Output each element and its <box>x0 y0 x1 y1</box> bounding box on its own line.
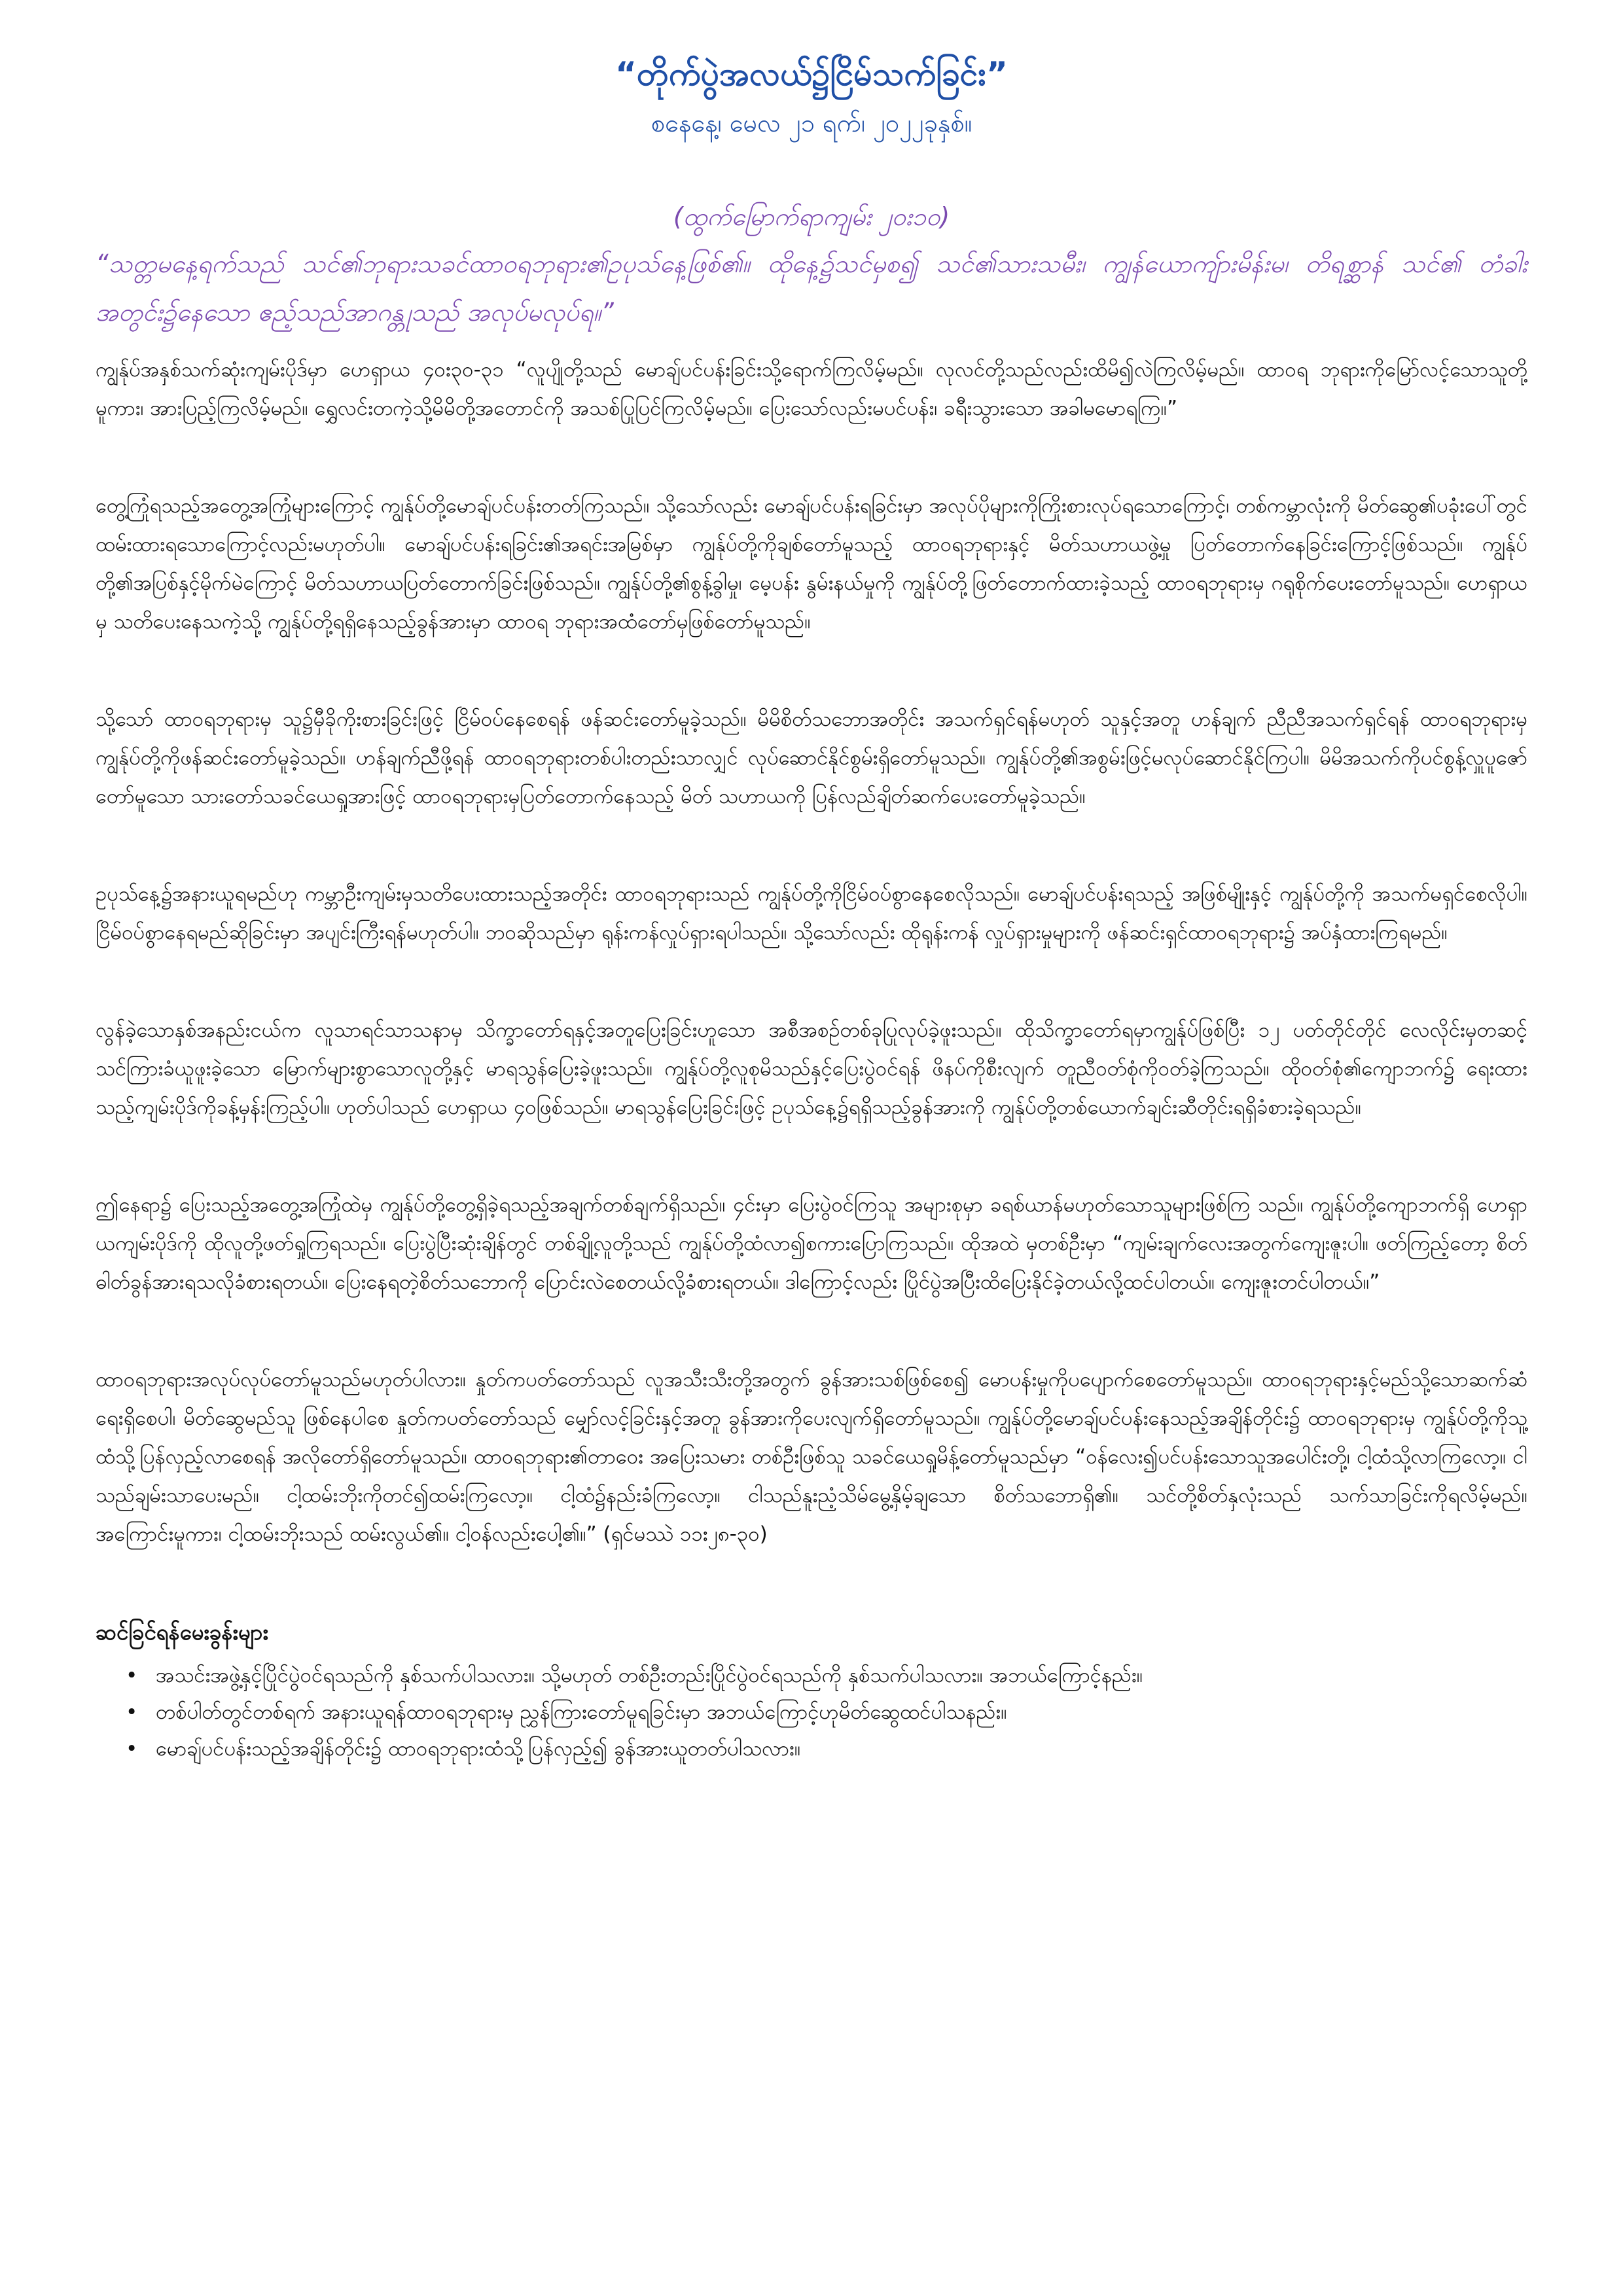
questions-heading: ဆင်ခြင်ရန်မေးခွန်းများ <box>96 1619 268 1645</box>
page-date: စနေနေ့၊ မေလ ၂၁ ရက်၊ ၂၀၂၂ခုနှစ်။ <box>651 109 972 137</box>
question-text: တစ်ပါတ်တွင်တစ်ရက် အနားယူရန်ထာဝရဘုရားမှ ညွှန်ကြားတော်မူရခြင်းမှာ အဘယ်ကြောင့်ဟုမိတ်ဆွေထင်ပါသနည်း။ <box>156 1700 1007 1724</box>
bullet-icon: • <box>126 1737 138 1761</box>
paragraph-1: ကျွန်ုပ်အနှစ်သက်ဆုံးကျမ်းပိုဒ်မှာ ဟေရှာယ ၄၀း၃၀-၃၁ “လူပျိုတို့သည် မောချ်ပင်ပန်းခြင်းသို့ရောက်ကြလိမ့်မည်။ လုလင်တို့သည်လည်းထိမိ၍လဲကြလိမ့်မည်။ ထာဝရ ဘုရားကိုမြော်လင့်သောသူတို့မူကား၊ အားပြည့်ကြလိမ့်မည်။ ရွှေလင်းတကဲ့သို့မိမိတို့အတောင်ကို အသစ်ပြုပြင်ကြလိမ့်မည်။ ပြေးသော်လည်းမပင်ပန်း၊ ခရီးသွားသော အခါမမောရကြ။” <box>96 358 1527 420</box>
paragraph-7: ထာဝရဘုရားအလုပ်လုပ်တော်မူသည်မဟုတ်ပါလား။ နှုတ်ကပတ်တော်သည် လူအသီးသီးတို့အတွက် ခွန်အားသစ်ဖြစ်စေ၍ မောပန်းမှုကိုပပျောက်စေတော်မူသည်။ ထာဝရဘုရားနှင့်မည်သို့သောဆက်ဆံရေးရှိစေပါ၊ မိတ်ဆွေမည်သူ ဖြစ်နေပါစေ နှုတ်ကပတ်တော်သည် မျှော်လင့်ခြင်းနှင့်အတူ ခွန်အားကိုပေးလျက်ရှိတော်မူသည်။ ကျွန်ုပ်တို့မောချ်ပင်ပန်းနေသည့်အချိန်တိုင်း၌ ထာဝရဘုရားမှ ကျွန်ုပ်တို့ကိုသူ့ထံသို့ပြန်လှည့်လာစေရန် အလိုတော်ရှိတော်မူသည်။ ထာဝရဘုရား၏တာဝေး အပြေးသမား တစ်ဦးဖြစ်သူ သခင်ယေရှုမိန့်တော်မူသည်မှာ “ဝန်လေး၍ပင်ပန်းသောသူအပေါင်းတို့၊ ငါ့ထံသို့လာကြလော့။ ငါသည်ချမ်းသာပေးမည်။ ငါ့ထမ်းဘိုးကိုတင်၍ထမ်းကြလော့။ ငါ့ထံ၌နည်းခံကြလော့။ ငါသည်နူးညံ့သိမ်မွေ့နှိမ့်ချသော စိတ်သဘောရှိ၏။ သင်တို့စိတ်နှလုံးသည် သက်သာခြင်းကိုရလိမ့်မည်။ အကြောင်းမူကား၊ ငါ့ထမ်းဘိုးသည် ထမ်းလွယ်၏။ ငါ့ဝန်လည်းပေါ့၏။” (ရှင်မဿဲ ၁၁း၂၈-၃၀) <box>96 1368 1527 1546</box>
question-item <box>126 1731 1527 1767</box>
paragraph-3: သို့သော် ထာဝရဘုရားမှ သူ၌မှီခိုကိုးစားခြင်းဖြင့် ငြိမ်ဝပ်နေစေရန် ဖန်ဆင်းတော်မူခဲ့သည်။ မိမိစိတ်သဘောအတိုင်း အသက်ရှင်ရန်မဟုတ် သူနှင့်အတူ ဟန်ချက် ညီညီအသက်ရှင်ရန် ထာဝရဘုရားမှ ကျွန်ုပ်တို့ကိုဖန်ဆင်းတော်မူခဲ့သည်။ ဟန်ချက်ညီဖို့ရန် ထာဝရဘုရားတစ်ပါးတည်းသာလျှင် လုပ်ဆောင်နိုင်စွမ်းရှိတော်မူသည်။ ကျွန်ုပ်တို့၏အစွမ်းဖြင့်မလုပ်ဆောင်နိုင်ကြပါ။ မိမိအသက်ကိုပင်စွန့်လှူပူဇော်တော်မူသော သားတော်သခင်ယေရှုအားဖြင့် ထာဝရဘုရားမှပြတ်တောက်နေသည့် မိတ် သဟာယကို ပြန်လည်ချိတ်ဆက်ပေးတော်မူခဲ့သည်။ <box>96 708 1527 808</box>
paragraph-5: လွန်ခဲ့သောနှစ်အနည်းငယ်က လူသာရင်သာသနာမှ သိက္ခာတော်ရနှင့်အတူပြေးခြင်းဟူသော အစီအစဉ်တစ်ခုပြုလုပ်ခဲ့ဖူးသည်။ ထိုသိက္ခာတော်ရမှာကျွန်ုပ်ဖြစ်ပြီး ၁၂ ပတ်တိုင်တိုင် လေလိုင်းမှတဆင့်သင်ကြားခံယူဖူးခဲ့သော မြောက်များစွာသောလူတို့နှင့် မာရသွန်ပြေးခဲ့ဖူးသည်။ ကျွန်ုပ်တို့လူစုမိသည်နှင့်ပြေးပွဲဝင်ရန် ဖိနပ်ကိုစီးလျက် တူညီဝတ်စုံကိုဝတ်ခဲ့ကြသည်။ ထိုဝတ်စုံ၏ကျောဘက်၌ ရေးထားသည့်ကျမ်းပိုဒ်ကိုခန့်မှန်းကြည့်ပါ။ ဟုတ်ပါသည် ဟေရှာယ ၄၀ဖြစ်သည်။ မာရသွန်ပြေးခြင်းဖြင့် ဥပုသ်နေ့၌ရရှိသည့်ခွန်အားကို ကျွန်ုပ်တို့တစ်ယောက်ချင်းဆီတိုင်းရရှိခံစားခဲ့ရသည်။ <box>96 1018 1527 1119</box>
paragraph-2: တွေ့ကြုံရသည့်အတွေ့အကြုံများကြောင့် ကျွန်ုပ်တို့မောချ်ပင်ပန်းတတ်ကြသည်။ သို့သော်လည်း မောချ်ပင်ပန်းရခြင်းမှာ အလုပ်ပိုများကိုကြိုးစားလုပ်ရသောကြောင့်၊ တစ်ကမ္ဘာလုံးကို မိတ်ဆွေ၏ပခုံးပေါ်တွင် ထမ်းထားရသောကြောင့်လည်းမဟုတ်ပါ။ မောချ်ပင်ပန်းရခြင်း၏အရင်းအမြစ်မှာ ကျွန်ုပ်တို့ကိုချစ်တော်မူသည့် ထာဝရဘုရားနှင့် မိတ်သဟာယဖွဲ့မှု ပြတ်တောက်နေခြင်းကြောင့်ဖြစ်သည်။ ကျွန်ုပ်တို့၏အပြစ်နှင့်မိုက်မဲကြောင့် မိတ်သဟာယပြတ်တောက်ခြင်းဖြစ်သည်။ ကျွန်ုပ်တို့၏စွန့်ခွါမှု၊ မေ့ပန်း နွမ်းနယ်မှုကို ကျွန်ုပ်တို့ဖြတ်တောက်ထားခဲ့သည့် ထာဝရဘုရားမှ ဂရုစိုက်ပေးတော်မူသည်။ ဟေရှာယမှ သတိပေးနေသကဲ့သို့ ကျွန်ုပ်တို့ရရှိနေသည့်ခွန်အားမှာ ထာဝရ ဘုရားအထံတော်မှဖြစ်တော်မူသည်။ <box>96 494 1527 634</box>
bullet-icon: • <box>126 1700 138 1724</box>
question-text: အသင်းအဖွဲ့နှင့်ပြိုင်ပွဲဝင်ရသည်ကို နှစ်သက်ပါသလား။ သို့မဟုတ် တစ်ဦးတည်းပြိုင်ပွဲဝင်ရသည်ကို နှစ်သက်ပါသလား။ အဘယ်ကြောင့်နည်း။ <box>156 1664 1143 1687</box>
page-title: “တိုက်ပွဲအလယ်၌ငြိမ်သက်ခြင်း” <box>615 55 1008 93</box>
paragraph-6: ဤနေရာ၌ ပြေးသည့်အတွေ့အကြုံထဲမှ ကျွန်ုပ်တို့တွေ့ရှိခဲ့ရသည့်အချက်တစ်ချက်ရှိသည်။ ၄င်းမှာ ပြေးပွဲဝင်ကြသူ အများစုမှာ ခရစ်ယာန်မဟုတ်သောသူများဖြစ်ကြ သည်။ ကျွန်ုပ်တို့ကျောဘက်ရှိ ဟေရှာယကျမ်းပိုဒ်ကို ထိုလူတို့ဖတ်ရှုကြရသည်။ ပြေးပွဲပြီးဆုံးချိန်တွင် တစ်ချို့လူတို့သည် ကျွန်ုပ်တို့ထံလာ၍စကားပြောကြသည်။ ထိုအထဲ မှတစ်ဦးမှာ “ကျမ်းချက်လေးအတွက်ကျေးဇူးပါ။ ဖတ်ကြည့်တော့ စိတ်ဓါတ်ခွန်အားရသလိုခံစားရတယ်။ ပြေးနေရတဲ့စိတ်သဘောကို ပြောင်းလဲစေတယ်လို့ခံစားရတယ်။ ဒါကြောင့်လည်း ပြိုင်ပွဲအပြီးထိပြေးနိုင်ခဲ့တယ်လို့ထင်ပါတယ်။ ကျေးဇူးတင်ပါတယ်။” <box>96 1193 1527 1294</box>
questions-list <box>96 1657 1527 1767</box>
question-item <box>126 1657 1527 1694</box>
question-item <box>126 1694 1527 1731</box>
paragraph-4: ဥပုသ်နေ့၌အနားယူရမည်ဟု ကမ္ဘာဦးကျမ်းမှသတိပေးထားသည့်အတိုင်း ထာဝရဘုရားသည် ကျွန်ုပ်တို့ကိုငြိမ်ဝပ်စွာနေစေလိုသည်။ မောချ်ပင်ပန်းရသည့် အဖြစ်မျိုးနှင့် ကျွန်ုပ်တို့ကို အသက်မရှင်စေလိုပါ။ ငြိမ်ဝပ်စွာနေရမည်ဆိုခြင်းမှာ အပျင်းကြီးရန်မဟုတ်ပါ။ ဘဝဆိုသည်မှာ ရုန်းကန်လှုပ်ရှားရပါသည်။ သို့သော်လည်း ထိုရုန်းကန် လှုပ်ရှားမှုများကို ဖန်ဆင်းရှင်ထာဝရဘုရား၌ အပ်နှံထားကြရမည်။ <box>96 882 1527 944</box>
scripture-reference: (ထွက်မြောက်ရာကျမ်း ၂၀း၁၀) <box>673 202 950 231</box>
bullet-icon: • <box>126 1664 138 1687</box>
reflection-questions <box>96 1613 1527 1767</box>
scripture-quote <box>96 194 1527 336</box>
question-text: မောချ်ပင်ပန်းသည့်အချိန်တိုင်း၌ ထာဝရဘုရားထံသို့ပြန်လှည့်၍ ခွန်အားယူတတ်ပါသလား။ <box>156 1737 801 1761</box>
scripture-text: “သတ္တမနေ့ရက်သည် သင်၏ဘုရားသခင်ထာဝရဘုရား၏ဥပုသ်နေ့ဖြစ်၏။ ထိုနေ့၌သင်မှစ၍ သင်၏သားသမီး၊ ကျွန်ယောကျ်ားမိန်းမ၊ တိရစ္ဆာန် သင်၏ တံခါးအတွင်း၌နေသော ဧည့်သည်အာဂန္တုသည် အလုပ်မလုပ်ရ။” <box>96 249 1527 327</box>
article-body <box>96 351 1527 1767</box>
